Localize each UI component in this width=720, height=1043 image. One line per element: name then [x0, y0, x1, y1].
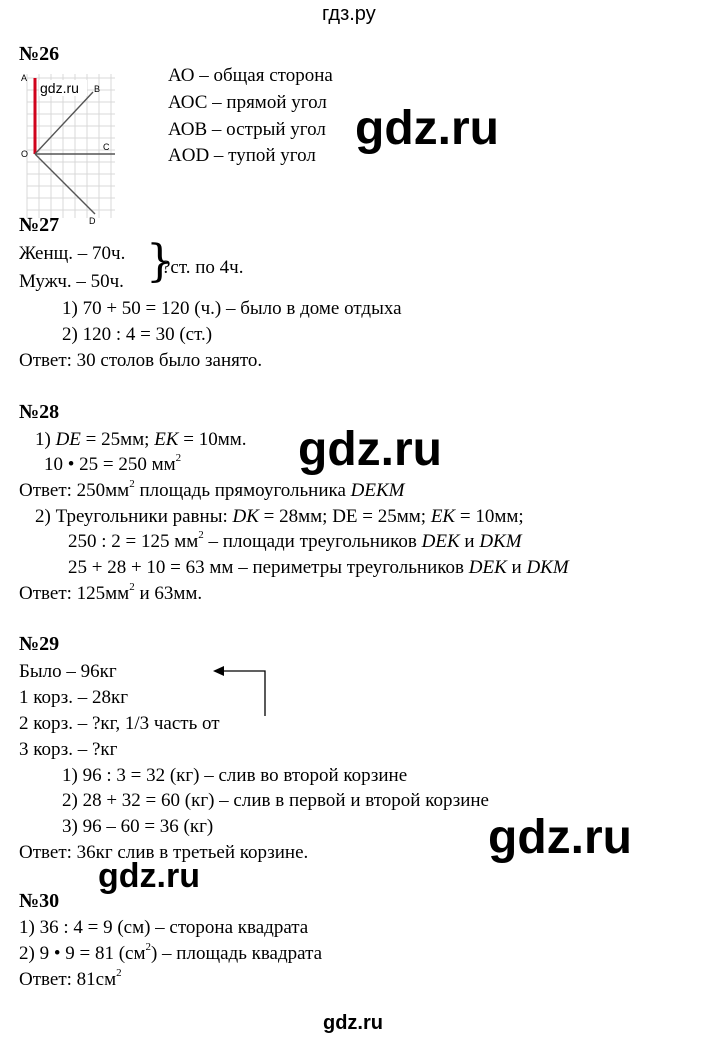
- task-26-line-2: АОС – прямой угол: [168, 92, 327, 113]
- task-29-line-3: 2 корз. – ?кг, 1/3 часть от: [19, 713, 220, 734]
- task-28-line-4: 2) Треугольники равны: DK = 28мм; DE = 25мм; EK = 10мм;: [35, 506, 524, 527]
- task-28-answer-2: Ответ: $125мм^2$ и 63мм.: [19, 580, 203, 604]
- task-26-line-3: АОВ – острый угол: [168, 119, 326, 140]
- site-header: гдз.ру: [322, 3, 376, 25]
- task-27-women: Женщ. – 70ч.: [19, 243, 126, 264]
- label-c: C: [103, 142, 110, 152]
- task-28-title: №28: [19, 401, 60, 423]
- site-footer: gdz.ru: [323, 1012, 383, 1034]
- curly-brace: }: [146, 236, 174, 287]
- task-30-step-1: 1) 36 : 4 = 9 (см) – сторона квадрата: [19, 917, 309, 938]
- ray-od: [35, 154, 95, 214]
- task-29-step-2: 2) 28 + 32 = 60 (кг) – слив в первой и второй корзине: [62, 790, 489, 811]
- watermark: gdz.ru: [98, 857, 200, 895]
- task-29-answer: Ответ: 36кг слив в третьей корзине.: [19, 842, 309, 863]
- reference-arrow: [210, 660, 272, 720]
- task-30-step-2: 2) 9 • 9 = 81 $(см^2)$ – площадь квадрата: [19, 940, 323, 964]
- task-26-line-4: AOD – тупой угол: [168, 145, 316, 166]
- task-28-line-5: 250 : 2 = 125 $мм^2$ – площади треугольников DEK и DKM: [68, 528, 522, 552]
- angle-diagram: [15, 68, 123, 228]
- task-29-title: №29: [19, 633, 60, 655]
- task-29-step-3: 3) 96 – 60 = 36 (кг): [62, 816, 214, 837]
- task-27-men: Мужч. – 50ч.: [19, 271, 124, 292]
- task-26-title: №26: [19, 43, 60, 65]
- task-30-answer: Ответ: $81см^2$: [19, 966, 122, 990]
- watermark: gdz.ru: [298, 423, 442, 476]
- task-28-answer-1: Ответ: $250мм^2$ площадь прямоугольника DEKM: [19, 477, 405, 501]
- task-27-question: ?ст. по 4ч.: [162, 257, 244, 278]
- task-27-answer: Ответ: 30 столов было занято.: [19, 350, 263, 371]
- watermark: gdz.ru: [488, 811, 632, 864]
- watermark: gdz.ru: [355, 102, 499, 155]
- task-29-line-1: Было – 96кг: [19, 661, 117, 682]
- task-26-line-1: АО – общая сторона: [168, 65, 333, 86]
- label-o: O: [21, 149, 29, 159]
- task-28-line-6: 25 + 28 + 10 = 63 мм – периметры треугольников DEK и DKM: [68, 557, 569, 578]
- task-27-title: №27: [19, 214, 60, 236]
- diagram-watermark: gdz.ru: [40, 80, 79, 96]
- label-b: B: [94, 84, 101, 94]
- ray-ob: [35, 92, 93, 154]
- task-28-line-1: 1) DE = 25мм; EK = 10мм.: [35, 429, 247, 450]
- label-d: D: [89, 216, 96, 226]
- task-29-line-4: 3 корз. – ?кг: [19, 739, 118, 760]
- task-29-line-2: 1 корз. – 28кг: [19, 687, 129, 708]
- task-28-line-2: 10 • 25 = 250 $мм^2$: [44, 451, 182, 475]
- task-27-step-2: 2) 120 : 4 = 30 (ст.): [62, 324, 213, 345]
- task-27-step-1: 1) 70 + 50 = 120 (ч.) – было в доме отдыха: [62, 298, 402, 319]
- task-30-title: №30: [19, 890, 60, 912]
- task-29-step-1: 1) 96 : 3 = 32 (кг) – слив во второй корзине: [62, 765, 408, 786]
- label-a: A: [21, 73, 28, 83]
